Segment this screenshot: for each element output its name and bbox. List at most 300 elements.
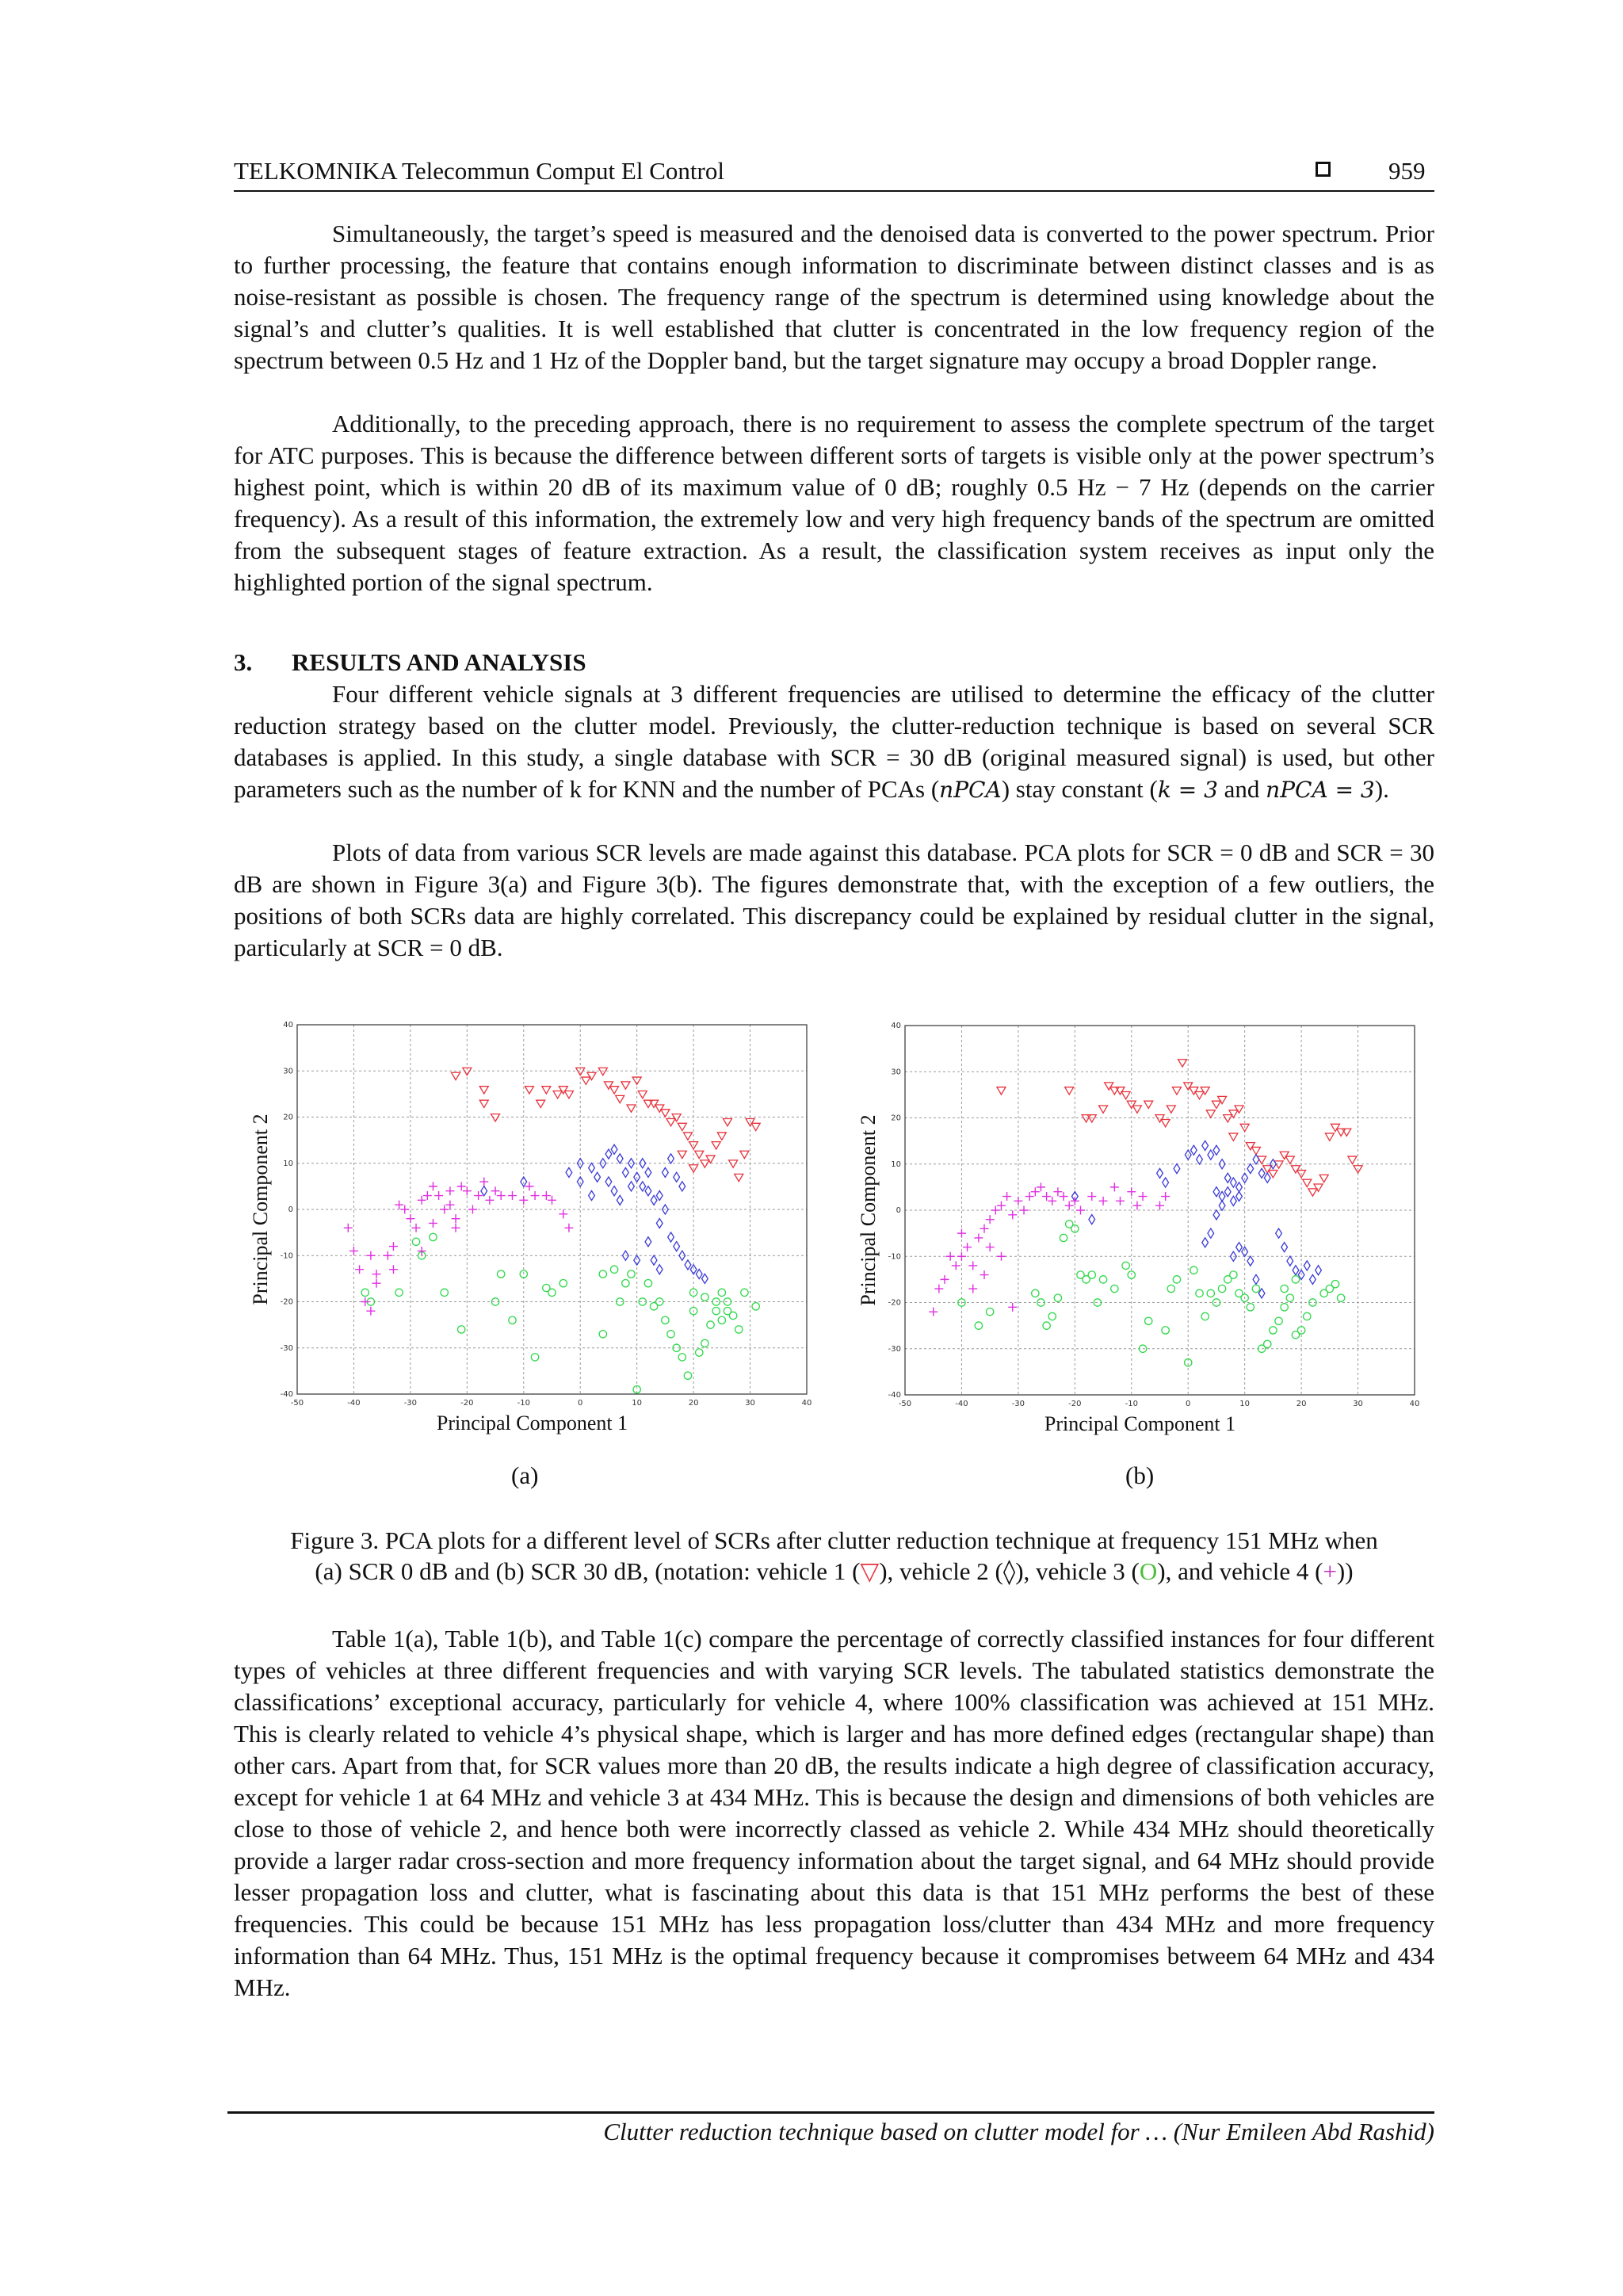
vehicle3-point — [986, 1308, 993, 1315]
vehicle1-point — [1319, 1175, 1328, 1182]
vehicle1-symbol: ▽ — [860, 1557, 880, 1586]
vehicle1-point — [1303, 1179, 1312, 1186]
math-npca-value: nPCA = 3 — [1266, 777, 1375, 803]
vehicle4-point — [445, 1201, 454, 1209]
vehicle3-point — [1304, 1312, 1311, 1320]
vehicle2-point — [656, 1218, 663, 1228]
paragraph-3 — [234, 678, 1434, 806]
vehicle2-point — [1089, 1215, 1095, 1224]
vehicle2-point — [696, 1270, 702, 1279]
vehicle1-point — [706, 1156, 715, 1163]
vehicle4-point — [946, 1252, 955, 1261]
vehicle3-point — [741, 1289, 748, 1296]
vehicle3-point — [735, 1326, 743, 1333]
vehicle3-point — [1281, 1285, 1288, 1292]
y-tick-label: -40 — [280, 1390, 293, 1399]
vehicle1-point — [1251, 1147, 1260, 1154]
vehicle3-point — [1270, 1327, 1277, 1334]
vehicle3-point — [412, 1238, 419, 1245]
vehicle3-point — [1032, 1289, 1039, 1297]
vehicle1-point — [452, 1072, 460, 1079]
x-axis-label: Principal Component 1 — [436, 1412, 628, 1435]
vehicle2-symbol: ◊ — [1002, 1557, 1016, 1586]
vehicle2-point — [1174, 1164, 1180, 1174]
vehicle3-point — [1122, 1262, 1129, 1269]
y-tick-label: -20 — [888, 1298, 901, 1308]
vehicle2-point — [481, 1186, 487, 1196]
vehicle4-point — [1110, 1182, 1119, 1191]
vehicle2-point — [1202, 1238, 1209, 1247]
vehicle2-point — [611, 1186, 617, 1196]
x-tick-label: -10 — [517, 1399, 530, 1408]
y-tick-label: 20 — [283, 1113, 293, 1122]
vehicle4-point — [519, 1196, 528, 1205]
vehicle3-point — [628, 1270, 635, 1278]
vehicle4-point — [1020, 1206, 1029, 1215]
vehicle2-point — [679, 1182, 685, 1191]
vehicle1-point — [1235, 1106, 1243, 1113]
x-tick-label: 40 — [801, 1399, 812, 1408]
vehicle3-point — [684, 1372, 691, 1379]
vehicle3-point — [644, 1280, 651, 1287]
vehicle1-point — [627, 1105, 636, 1112]
vehicle2-point — [656, 1190, 663, 1200]
figure-label-b: (b) — [1125, 1461, 1155, 1489]
vehicle4-point — [980, 1224, 989, 1233]
x-axis-label: Principal Component 1 — [1044, 1412, 1236, 1435]
vehicle2-point — [645, 1167, 651, 1177]
vehicle3-symbol: O — [1139, 1557, 1158, 1585]
x-tick-label: -20 — [1068, 1400, 1082, 1408]
vehicle3-point — [752, 1303, 759, 1310]
vehicle3-point — [1207, 1289, 1214, 1297]
vehicle3-point — [1281, 1304, 1288, 1311]
vehicle3-point — [718, 1289, 725, 1296]
vehicle3-point — [1292, 1276, 1299, 1283]
vehicle1-point — [712, 1142, 720, 1149]
vehicle4-point — [968, 1261, 977, 1270]
vehicle4-point — [400, 1205, 409, 1214]
vehicle2-point — [1219, 1201, 1225, 1210]
paragraph-3-text-d: ). — [1374, 775, 1389, 803]
vehicle1-point — [1218, 1096, 1227, 1103]
vehicle1-point — [1224, 1115, 1232, 1122]
vehicle2-point — [589, 1163, 595, 1173]
vehicle4-point — [963, 1243, 972, 1251]
math-npca: nPCA — [939, 777, 1002, 803]
vehicle2-point — [617, 1154, 623, 1163]
vehicle4-point — [457, 1182, 466, 1190]
vehicle2-point — [605, 1177, 612, 1186]
y-tick-label: 10 — [891, 1159, 901, 1169]
vehicle4-point — [372, 1270, 381, 1278]
x-tick-label: 30 — [745, 1399, 755, 1408]
vehicle3-point — [458, 1326, 465, 1333]
vehicle3-point — [667, 1331, 674, 1338]
vehicle4-point — [434, 1191, 443, 1200]
vehicle1-point — [1161, 1119, 1170, 1126]
vehicle2-point — [651, 1255, 657, 1265]
vehicle1-point — [1065, 1087, 1074, 1095]
pca-scatter-plot-a — [231, 1010, 826, 1446]
figure-panel-b — [828, 1010, 1446, 1446]
vehicle2-point — [617, 1195, 623, 1205]
vehicle4-point — [1087, 1192, 1096, 1201]
vehicle3-point — [718, 1316, 725, 1324]
vehicle2-point — [605, 1149, 612, 1159]
vehicle4-point — [372, 1279, 381, 1288]
vehicle1-point — [1121, 1092, 1130, 1099]
vehicle2-point — [628, 1182, 635, 1191]
vehicle1-point — [604, 1082, 613, 1089]
y-tick-label: 30 — [283, 1067, 293, 1076]
vehicle3-point — [599, 1331, 606, 1338]
vehicle1-point — [491, 1114, 500, 1121]
vehicle2-point — [566, 1167, 572, 1177]
vehicle1-point — [1314, 1184, 1323, 1191]
vehicle2-point — [1224, 1173, 1231, 1182]
vehicle1-point — [723, 1118, 731, 1125]
vehicle1-point — [1280, 1152, 1289, 1159]
vehicle4-point — [1053, 1187, 1062, 1196]
vehicle4-point — [452, 1214, 460, 1223]
vehicle1-point — [1212, 1101, 1220, 1108]
vehicle4-point — [1155, 1201, 1164, 1210]
vehicle3-point — [1264, 1340, 1271, 1347]
paragraph-4: Plots of data from various SCR levels are made against this database. PCA plots for SCR = 0 dB and SCR = 30 dB are shown in Figure 3(a) and Figure 3(b). The figures demonstrate that, with the exception of a few outliers, the positions of both SCRs data are highly correlated. This discrepancy could be explained by residual clutter in the signal, particularly at SCR = 0 dB. — [234, 839, 1434, 961]
vehicle4-point — [445, 1186, 454, 1195]
figure-label-a: (a) — [511, 1461, 539, 1489]
vehicle2-point — [1310, 1274, 1316, 1284]
vehicle1-point — [701, 1160, 709, 1167]
vehicle1-point — [1195, 1092, 1204, 1099]
x-tick-label: -20 — [460, 1399, 474, 1408]
y-tick-label: 20 — [891, 1114, 901, 1123]
vehicle3-point — [509, 1316, 516, 1324]
vehicle1-point — [559, 1087, 567, 1094]
vehicle4-point — [968, 1285, 977, 1293]
vehicle4-symbol: + — [1323, 1557, 1337, 1585]
vehicle1-point — [587, 1072, 596, 1079]
section-number: 3. — [234, 648, 253, 676]
vehicle2-point — [640, 1182, 646, 1191]
vehicle4-point — [497, 1191, 506, 1200]
vehicle2-point — [611, 1144, 617, 1154]
vehicle4-point — [468, 1205, 477, 1214]
vehicle1-point — [717, 1133, 726, 1140]
y-tick-label: 0 — [896, 1206, 901, 1215]
vehicle3-point — [1043, 1322, 1050, 1329]
vehicle2-point — [1213, 1187, 1220, 1197]
vehicle4-point — [463, 1186, 472, 1195]
vehicle4-point — [542, 1191, 551, 1200]
vehicle4-point — [559, 1209, 567, 1218]
vehicle1-point — [553, 1091, 562, 1098]
vehicle2-point — [1253, 1274, 1259, 1284]
vehicle3-point — [696, 1349, 703, 1356]
vehicle3-point — [430, 1233, 437, 1240]
x-tick-label: -10 — [1125, 1400, 1138, 1408]
vehicle4-point — [389, 1242, 398, 1251]
vehicle2-point — [1191, 1145, 1197, 1155]
vehicle2-point — [1213, 1210, 1220, 1220]
vehicle3-point — [1247, 1304, 1254, 1311]
vehicle4-point — [1065, 1201, 1074, 1210]
vehicle1-point — [479, 1087, 488, 1094]
caption-text-a: (a) SCR 0 dB and (b) SCR 30 dB, (notation: vehicle 1 ( — [315, 1557, 861, 1585]
y-tick-label: 40 — [891, 1022, 901, 1030]
y-tick-label: -10 — [888, 1252, 901, 1262]
vehicle1-point — [1308, 1189, 1317, 1196]
vehicle4-point — [952, 1261, 960, 1270]
vehicle2-point — [645, 1237, 651, 1247]
vehicle4-point — [548, 1196, 556, 1205]
vehicle4-point — [423, 1191, 432, 1200]
vehicle3-point — [701, 1293, 708, 1301]
vehicle3-point — [1048, 1312, 1056, 1320]
x-tick-label: 20 — [688, 1399, 699, 1408]
vehicle2-point — [1316, 1266, 1322, 1275]
vehicle3-point — [548, 1289, 556, 1296]
y-tick-label: -30 — [280, 1343, 293, 1353]
vehicle4-point — [1037, 1182, 1045, 1191]
vehicle1-point — [638, 1091, 647, 1098]
vehicle4-point — [974, 1233, 983, 1242]
vehicle2-point — [1163, 1178, 1169, 1187]
vehicle4-point — [1127, 1187, 1136, 1196]
vehicle3-point — [395, 1289, 403, 1296]
vehicle4-point — [355, 1265, 364, 1274]
vehicle2-point — [1281, 1243, 1288, 1252]
vehicle3-point — [610, 1266, 617, 1273]
vehicle1-point — [695, 1151, 704, 1158]
paragraph-3-text-b: ) stay constant ( — [1001, 775, 1158, 803]
vehicle1-point — [1167, 1106, 1175, 1113]
vehicle1-point — [666, 1118, 675, 1125]
vehicle2-point — [1208, 1150, 1214, 1159]
vehicle1-point — [610, 1087, 619, 1094]
y-axis-label: Principal Component 2 — [857, 1114, 880, 1306]
y-axis-label: Principal Component 2 — [249, 1114, 272, 1305]
x-tick-label: 20 — [1296, 1400, 1307, 1408]
vehicle4-point — [997, 1252, 1006, 1261]
vehicle1-point — [537, 1100, 545, 1107]
vehicle4-point — [491, 1186, 500, 1195]
vehicle2-point — [702, 1274, 708, 1283]
y-tick-label: -40 — [888, 1391, 901, 1400]
vehicle1-point — [1285, 1156, 1294, 1163]
vehicle3-point — [1286, 1294, 1293, 1301]
vehicle1-point — [1105, 1083, 1113, 1090]
vehicle3-point — [1252, 1285, 1259, 1292]
pca-scatter-plot-b — [828, 1010, 1446, 1446]
vehicle2-point — [1304, 1261, 1310, 1270]
caption-line-2 — [234, 1556, 1434, 1587]
vehicle4-point — [349, 1247, 358, 1255]
footer-rule — [227, 2111, 1434, 2114]
vehicle1-point — [1132, 1106, 1141, 1113]
vehicle2-point — [1197, 1155, 1203, 1164]
vehicle4-point — [1002, 1192, 1011, 1201]
vehicle3-point — [1275, 1317, 1282, 1324]
vehicle3-point — [1099, 1276, 1106, 1283]
vehicle4-point — [1132, 1201, 1141, 1210]
vehicle1-point — [729, 1160, 738, 1167]
vehicle2-point — [623, 1167, 629, 1177]
vehicle2-point — [1236, 1182, 1243, 1192]
caption-text-b: ), vehicle 2 ( — [879, 1557, 1003, 1585]
vehicle2-point — [668, 1232, 674, 1242]
vehicle3-point — [1190, 1266, 1197, 1274]
vehicle3-point — [662, 1316, 669, 1324]
vehicle1-point — [1144, 1101, 1153, 1108]
vehicle2-point — [1236, 1243, 1243, 1252]
vehicle4-point — [389, 1265, 398, 1274]
vehicle2-point — [1287, 1256, 1293, 1266]
vehicle1-point — [1331, 1124, 1339, 1131]
x-tick-label: -30 — [403, 1399, 418, 1408]
vehicle3-point — [1196, 1289, 1203, 1297]
vehicle3-point — [622, 1280, 629, 1287]
vehicle1-point — [751, 1123, 760, 1130]
vehicle1-point — [997, 1087, 1006, 1095]
vehicle4-point — [1116, 1197, 1125, 1205]
vehicle1-point — [1229, 1133, 1238, 1140]
y-tick-label: 10 — [283, 1159, 293, 1168]
vehicle1-point — [1190, 1087, 1198, 1095]
vehicle4-point — [384, 1251, 392, 1260]
vehicle2-point — [1247, 1256, 1254, 1266]
vehicle1-point — [564, 1091, 573, 1098]
vehicle4-point — [1071, 1197, 1079, 1205]
vehicle4-point — [344, 1224, 353, 1232]
vehicle2-point — [1231, 1178, 1237, 1187]
paragraph-3-text-a: Four different vehicle signals at 3 different frequencies are utilised to determine the efficacy of the clutter reduction strategy based on the clutter model. Previously, the clutter-reduction technique is based on several SCR databases is applied. In this study, a single database with SCR = 30 dB (original measured signal) is used, but other parameters such as the number of k for KNN and the number of PCAs ( — [234, 680, 1434, 803]
vehicle2-point — [589, 1190, 595, 1200]
vehicle3-point — [559, 1280, 567, 1287]
vehicle2-point — [1224, 1187, 1231, 1197]
vehicle1-point — [621, 1082, 630, 1089]
vehicle2-point — [1219, 1191, 1225, 1201]
vehicle2-point — [1264, 1173, 1270, 1182]
vehicle2-point — [1247, 1164, 1254, 1174]
vehicle4-point — [929, 1308, 938, 1316]
vehicle3-point — [1060, 1234, 1067, 1241]
vehicle4-point — [412, 1224, 421, 1232]
vehicle3-point — [1173, 1276, 1180, 1283]
vehicle4-point — [986, 1243, 995, 1251]
vehicle2-point — [1258, 1168, 1265, 1178]
vehicle1-point — [598, 1068, 607, 1075]
vehicle1-point — [1172, 1087, 1181, 1095]
vehicle2-point — [1231, 1196, 1237, 1205]
vehicle3-point — [724, 1307, 731, 1314]
x-tick-label: -40 — [347, 1399, 361, 1408]
x-tick-label: -50 — [898, 1400, 912, 1408]
running-footer: Clutter reduction technique based on clutter model for … (Nur Emileen Abd Rashid) — [603, 2118, 1434, 2145]
vehicle4-point — [1025, 1192, 1034, 1201]
vehicle1-point — [1155, 1115, 1164, 1122]
caption-line-1: Figure 3. PCA plots for a different level of SCRs after clutter reduction technique at frequency 151 MHz when — [290, 1526, 1378, 1554]
vehicle4-point — [991, 1206, 1000, 1215]
vehicle4-point — [429, 1219, 437, 1228]
vehicle2-point — [1157, 1168, 1163, 1178]
vehicle2-point — [1208, 1228, 1214, 1238]
vehicle4-point — [406, 1214, 414, 1223]
vehicle2-point — [668, 1154, 674, 1163]
vehicle4-point — [395, 1201, 403, 1209]
vehicle4-point — [1076, 1206, 1085, 1215]
vehicle1-point — [678, 1151, 686, 1158]
vehicle1-point — [672, 1114, 681, 1121]
vehicle3-point — [441, 1289, 448, 1296]
figure-caption — [234, 1525, 1434, 1587]
page-number: 959 — [1388, 157, 1426, 185]
vehicle3-point — [1054, 1294, 1061, 1301]
vehicle4-point — [429, 1182, 437, 1190]
vehicle3-point — [498, 1270, 505, 1278]
vehicle2-point — [656, 1265, 663, 1274]
vehicle4-point — [418, 1196, 426, 1205]
vehicle1-point — [1206, 1110, 1215, 1117]
y-tick-label: -10 — [280, 1251, 293, 1261]
x-tick-label: 0 — [578, 1399, 583, 1408]
vehicle4-point — [986, 1215, 995, 1224]
vehicle3-point — [599, 1270, 606, 1278]
vehicle1-point — [616, 1095, 624, 1102]
vehicle4-point — [440, 1205, 449, 1214]
figure-panel-a — [231, 1010, 826, 1446]
vehicle3-point — [361, 1289, 369, 1296]
vehicle4-point — [1014, 1197, 1022, 1205]
vehicle4-point — [1008, 1210, 1017, 1219]
vehicle1-point — [1348, 1156, 1357, 1163]
y-tick-label: 40 — [283, 1021, 293, 1030]
vehicle3-point — [1111, 1285, 1118, 1292]
vehicle2-point — [685, 1260, 691, 1270]
vehicle1-point — [678, 1123, 686, 1130]
vehicle2-point — [1202, 1140, 1209, 1150]
x-tick-label: 0 — [1186, 1400, 1191, 1408]
vehicle3-point — [707, 1321, 714, 1328]
header-box-icon — [1316, 162, 1331, 177]
x-tick-label: -30 — [1011, 1400, 1025, 1408]
vehicle2-point — [645, 1186, 651, 1196]
vehicle3-point — [1145, 1317, 1152, 1324]
vehicle2-point — [1276, 1228, 1282, 1238]
vehicle1-point — [525, 1087, 533, 1094]
vehicle2-point — [1236, 1191, 1243, 1201]
vehicle4-point — [1031, 1187, 1040, 1196]
math-k: k = 3 — [1157, 777, 1218, 803]
x-tick-label: 10 — [632, 1399, 643, 1408]
vehicle1-point — [661, 1110, 670, 1117]
vehicle3-point — [531, 1354, 538, 1361]
caption-text-e: )) — [1336, 1557, 1354, 1585]
vehicle1-point — [1099, 1106, 1108, 1113]
vehicle2-point — [1293, 1266, 1299, 1275]
vehicle1-point — [1246, 1143, 1254, 1150]
vehicle4-point — [366, 1307, 375, 1316]
caption-text-c: ), vehicle 3 ( — [1015, 1557, 1140, 1585]
y-tick-label: -20 — [280, 1297, 293, 1307]
vehicle3-point — [1201, 1312, 1209, 1320]
vehicle4-point — [508, 1191, 517, 1200]
vehicle2-point — [594, 1172, 601, 1182]
vehicle4-point — [485, 1196, 494, 1205]
vehicle4-point — [564, 1224, 573, 1232]
vehicle1-point — [1201, 1087, 1209, 1095]
